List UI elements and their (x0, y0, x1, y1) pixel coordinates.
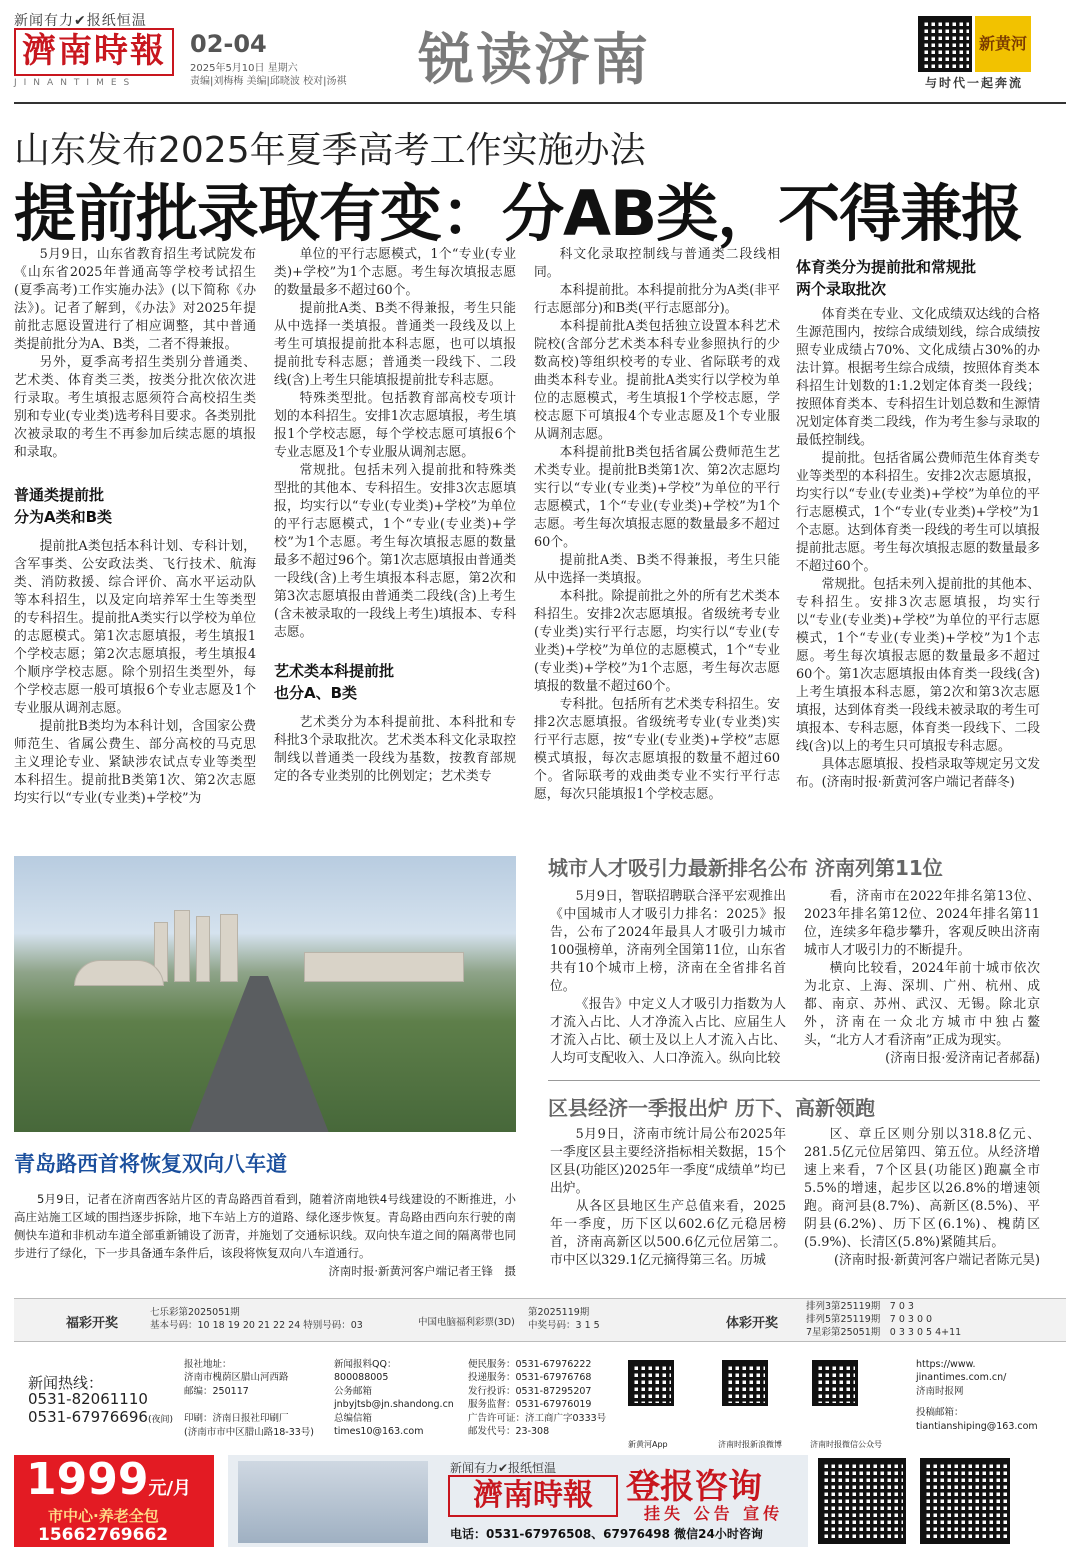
paragraph: 提前批A类、B类不得兼报，考生只能从中选择一类填报。 (534, 553, 780, 586)
paragraph: 特殊类型批。包括教育部高校专项计划的本科招生。安排1次志愿填报，考生填报1个学校志愿，每个学校志愿可填报6个专业志愿及1个专业服从调剂志愿。 (274, 391, 516, 460)
road (184, 976, 334, 1132)
building (220, 914, 238, 982)
ticai-title: 体彩开奖 (726, 1316, 779, 1331)
paragraph: 提前批B类均为本科计划，含国家公费师范生、省属公费生、部分高校的马克思主义理论专业、紧缺涉农试点专业等类型本科招生。提前批B类第1次、第2次志愿均实行以“专业(专业类)+学校”为 (14, 719, 256, 806)
article1-column-1 (14, 246, 256, 808)
paragraph: 常规批。包括未列入提前批的其他本、专科招生。安排3次志愿填报，均实行以“专业(专业类)+学校”为单位的平行志愿模式，1个“专业(专业类)+学校”为1个志愿。考生每次填报志愿的数量最多不超过60个。第1次志愿填报由体育类一段线(含)上考生填报本科志愿，第2次和第3次志愿填报，达到体育类一段线未被录取的考生可填报本、专科志愿，体育类一段线下、二段线(含)以上的考生只可填报专科志愿。 (796, 577, 1040, 754)
printer: 济南日报社印刷厂 (212, 1413, 289, 1425)
web-name: 济南时报网 (916, 1385, 964, 1397)
stadium (74, 960, 164, 986)
service-block (468, 1358, 618, 1438)
ad-price-value: 1999 (26, 1454, 149, 1505)
paragraph: 专科批。包括所有艺术类专科招生。安排2次志愿填报。省级统考专业(专业类)实行平行志愿，按“专业(专业类)+学校”志愿模式填报，每次志愿填报的数量不超过60个。省际联考的戏曲类专业不实行平行志愿，每次只能填报1个学校志愿。 (534, 697, 780, 802)
ad-title: 登报咨询 (626, 1467, 762, 1507)
ad-qr-code-icon (818, 1458, 906, 1544)
masthead-qr-code-icon (918, 16, 972, 72)
section-heading-art: 艺术类本科提前批 也分A、B类 (274, 662, 395, 702)
photo-caption: 青岛路西首将恢复双向八车道 (14, 1152, 287, 1176)
printer-address: (济南市市中区腊山路18-33号) (184, 1426, 315, 1438)
paragraph-group (550, 1126, 786, 1270)
contact-block (334, 1358, 464, 1438)
article1-column-3 (534, 246, 780, 804)
submission-label: 投稿邮箱： (916, 1407, 964, 1419)
paragraph-group (796, 306, 1040, 792)
fc3d-title: 中国电脑福利彩票(3D) (418, 1317, 515, 1328)
ad-phone: 15662769662 (38, 1525, 169, 1545)
qr-label-wechat: 济南时报微信公众号 (810, 1440, 882, 1449)
paragraph: 5月9日，济南市统计局公布2025年一季度区县主要经济指标相关数据，15个区县(功能区)2025年一季度“成绩单”均已出炉。 (550, 1127, 786, 1196)
weibo-qr-code-icon (722, 1360, 768, 1406)
address: 济南市槐荫区腊山河西路 (184, 1372, 289, 1384)
section-title: 锐读济南 (418, 28, 650, 93)
hotline-1: 0531-82061110 (28, 1390, 148, 1408)
section-heading-sports: 体育类分为提前批和常规批 两个录取批次 (796, 258, 977, 298)
paragraph: 提前批A类、B类不得兼报，考生只能从中选择一类填报。普通类一段线及以上考生可填报提前批本科志愿，也可以填报提前批专科志愿；普通类一段线下、二段线(含)上考生只能填报提前批专科志愿。 (274, 301, 516, 388)
ad-subtitle: 挂失 公告 宣传 (644, 1504, 784, 1523)
article2-column-2 (804, 888, 1040, 1068)
article-headline: 提前批录取有变：分AB类，不得兼报 (14, 177, 1023, 250)
brand-logo-icon: 新黄河 (975, 16, 1031, 72)
paragraph: 本科提前批。本科提前批分为A类(非平行志愿部分)和B类(平行志愿部分)。 (534, 283, 780, 316)
fucai-title: 福彩开奖 (66, 1316, 119, 1331)
paragraph-group (274, 246, 516, 642)
info-line: 服务监督：0531-67976019 (468, 1399, 592, 1411)
paragraph-group (534, 246, 780, 804)
ad-building-image (238, 1461, 428, 1543)
hotline-2 (28, 1408, 173, 1426)
building (196, 916, 210, 982)
paragraph: 区、章丘区则分别以318.8亿元、281.5亿元位居第四、第五位。从经济增速上来看，7个区县(功能区)跑赢全市5.5%的增速，起步区以26.8%的增速领跑。商河县(8.7%)、高新区(8.5%)、平阴县(6.2%)、历下区(6.1%)、槐荫区(5.9%)、长清区(5.8%)紧随其后。 (804, 1127, 1040, 1250)
info-line: 广告许可证：济工商广字0333号 (468, 1412, 607, 1424)
section-heading-general: 普通类提前批 分为A类和B类 (14, 486, 113, 526)
photo-story-paragraph: 5月9日，记者在济南西客站片区的青岛路西首看到，随着济南地铁4号线建设的不断推进，小高庄站施工区域的围挡逐步拆除，地下车站上方的道路、绿化逐步恢复。青岛路由西向东行驶的南侧快车道和非机动车道全部重新铺设了沥青，并施划了交通标识线。双向快车道之间的隔离带也同步进行了绿化，下一步具备通车条件后，该段将恢复双向八车道通行。 (14, 1192, 516, 1260)
printer-label: 印刷： (184, 1413, 213, 1425)
fc3d-numbers: 中奖号码：3 1 5 (528, 1320, 600, 1331)
ticai-block (806, 1300, 961, 1339)
article-subheading: 山东发布2025年夏季高考工作实施办法 (14, 130, 646, 171)
app-qr-code-icon (628, 1360, 674, 1406)
paragraph: 提前批。包括省属公费师范生体育类专业等类型的本科招生。安排2次志愿填报，均实行以“专业(专业类)+学校”为单位的平行志愿模式，1个“专业(专业类)+学校”为1个志愿。达到体育类一段线的考生可以填报提前批志愿。考生每次填报志愿的数量最多不超过60个。 (796, 451, 1040, 574)
qlc-issue: 七乐彩第2025051期 (150, 1307, 240, 1318)
fc3d-issue: 第2025119期 (528, 1307, 590, 1318)
ad-slogan: 新闻有力✔报纸恒温 (450, 1461, 557, 1475)
building (304, 952, 464, 982)
chief-email-label: 总编信箱 (334, 1412, 373, 1424)
article1-column-4 (796, 256, 1040, 792)
info-line: 发行投诉：0531-87295207 (468, 1385, 592, 1397)
paragraph: 另外，夏季高考招生类别分普通类、艺术类、体育类三类，按类分批次依次进行录取。考生填报志愿须符合高校招生类别和专业(专业类)选考科目要求。各类别批次被录取的考生不再参加后续志愿的填报和录取。 (14, 355, 256, 460)
qr-label-weibo: 济南时报新浪微博 (718, 1440, 782, 1449)
paragraph: 提前批A类包括本科计划、专科计划，含军事类、公安政法类、飞行技术、航海类、消防救援、综合评价、高水平运动队等本科招生，以及定向培养军士生等类型的专科招生。提前批A类实行以学校为单位的志愿模式。第1次志愿填报，考生填报1个学校志愿；第2次志愿填报，考生填报4个顺序学校志愿。除个别招生类型外，每个学校志愿一般可填报6个专业志愿及1个专业服从调剂志愿。 (14, 539, 256, 716)
pl5-result: 排列5第25119期 7 0 3 0 0 (806, 1314, 933, 1325)
qq-label: 新闻报料QQ： (334, 1359, 397, 1370)
ad-description: 市中心·养老全包 (48, 1507, 159, 1525)
masthead-slogan: 新闻有力✔报纸恒温 (14, 13, 147, 29)
paragraph: 本科批。除提前批之外的所有艺术类本科招生。安排2次志愿填报。省级统考专业(专业类)实行平行志愿，均实行以“专业(专业类)+学校”为单位的志愿模式，1个“专业(专业类)+学校”为1个志愿，考生每次志愿填报的数量不超过60个。 (534, 589, 780, 694)
web-prefix[interactable]: https://www. (916, 1359, 976, 1370)
paragraph-group (804, 888, 1040, 1050)
address-label: 报社地址： (184, 1359, 232, 1370)
paragraph: 艺术类分为本科提前批、本科批和专科批3个录取批次。艺术类本科文化录取控制线以普通类一段线为基数，按教育部规定的各专业类别的比例划定；艺术类专 (274, 715, 516, 784)
chief-email: times10@163.com (334, 1426, 424, 1438)
building (174, 910, 190, 982)
photo-story-text (14, 1190, 516, 1280)
article3-column-2 (804, 1126, 1040, 1270)
email: jnbyjtsb@jn.shandong.cn (334, 1399, 454, 1411)
brand-tagline: 与时代一起奔流 (925, 76, 1024, 90)
web-block (916, 1358, 1066, 1433)
header-rule (14, 102, 1066, 104)
paragraph-group (14, 246, 256, 462)
article3-column-1 (550, 1126, 786, 1270)
info-line: 便民服务：0531-67976222 (468, 1359, 592, 1370)
paragraph: 看，济南市在2022年排名第13位、2023年排名第12位、2024年排名第11位，连续多年稳步攀升，客观反映出济南城市人才吸引力的不断提升。 (804, 889, 1040, 958)
qlc-numbers: 基本号码：10 18 19 20 21 22 24 特别号码：03 (150, 1320, 363, 1331)
logo-english: JINANTIMES (14, 78, 137, 88)
hotline-2-number: 0531-67976696 (28, 1408, 148, 1426)
qlc-block (150, 1306, 363, 1332)
fc3d-block (528, 1306, 600, 1332)
article-divider (548, 1080, 1040, 1081)
ad-price-unit: 元/月 (148, 1478, 192, 1499)
qq: 800088005 (334, 1372, 389, 1384)
web-url[interactable]: jinantimes.com.cn/ (916, 1372, 1007, 1384)
paragraph: 《报告》中定义人才吸引力指数为人才流入占比、人才净流入占比、应届生人才流入占比、硕士及以上人才流入占比、人均可支配收入、人口净流入。纵向比较 (550, 997, 786, 1066)
paragraph: 具体志愿填报、投档录取等规定另文发布。(济南时报·新黄河客户端记者薛冬) (796, 757, 1040, 790)
news-photo (14, 856, 516, 1132)
ad-wechat-qr-code-icon (920, 1458, 1010, 1544)
page-number: 02-04 (190, 30, 267, 58)
paragraph: 5月9日，智联招聘联合泽平宏观推出《中国城市人才吸引力排名：2025》报告，公布了2024年最具人才吸引力城市100强榜单，济南列全国第11位，山东省共有10个城市上榜，济南在全省排名首位。 (550, 889, 786, 994)
photo-credit: 济南时报·新黄河客户端记者王锋 摄 (328, 1264, 516, 1278)
newspaper-logo: 濟南時報 (14, 28, 174, 76)
ad-contact: 电话：0531-67976508、67976498 微信24小时咨询 (450, 1527, 763, 1541)
qr-label-app: 新黄河App (628, 1440, 668, 1449)
submission-email: tiantianshiping@163.com (916, 1420, 1038, 1432)
paragraph: 常规批。包括未列入提前批和特殊类型批的其他本、专科招生。安排3次志愿填报，均实行以“专业(专业类)+学校”为单位的平行志愿模式，1个“专业(专业类)+学校”为1个志愿。考生每次填报志愿的数量最多不超过96个。第1次志愿填报由普通类一段线(含)上考生填报本科志愿，第2次和第3次志愿填报由普通类二段线(含)上考生(含未被录取的一段线上考生)填报本、专科志愿。 (274, 463, 516, 640)
paragraph: 单位的平行志愿模式，1个“专业(专业类)+学校”为1个志愿。考生每次填报志愿的数量最多不超过60个。 (274, 247, 516, 298)
postcode: 250117 (212, 1385, 249, 1397)
paragraph: 本科提前批B类包括省属公费师范生艺术类专业。提前批B类第1次、第2次志愿均实行以“专业(专业类)+学校”为单位的平行志愿模式，1个“专业(专业类)+学校”为1个志愿。考生每次填报志愿的数量最多不超过60个。 (534, 445, 780, 550)
hotline-2-note: (夜间) (147, 1415, 173, 1425)
paragraph: 5月9日，山东省教育招生考试院发布《山东省2025年普通高等学校考试招生(夏季高考)工作实施办法》(以下简称《办法》)。记者了解到，《办法》对2025年提前批志愿设置进行了相应调整，其中普通类提前批分为A、B类，二者不得兼报。 (14, 247, 256, 352)
paragraph: 科文化录取控制线与普通类二段线相同。 (534, 247, 780, 280)
issue-date: 2025年5月10日 星期六 (190, 63, 298, 74)
ad-logo: 濟南時報 (448, 1475, 618, 1517)
wechat-qr-code-icon (812, 1360, 858, 1406)
paragraph: 本科提前批A类包括独立设置本科艺术院校(含部分艺术类本科专业参照执行的少数高校)等组织校考的专业、省际联考的戏曲类本科专业。提前批A类实行以学校为单位的志愿模式，考生填报1个学校志愿，学校志愿下可填报4个专业志愿及1个专业服从调剂志愿。 (534, 319, 780, 442)
paragraph: 横向比较看，2024年前十城市依次为北京、上海、深圳、广州、杭州、成都、南京、苏州、武汉、无锡。除北京外，济南在一众北方城市中独占鳌头，“北方人才看济南”正成为现实。 (804, 961, 1040, 1048)
paragraph: 体育类在专业、文化成绩双达线的合格生源范围内，按综合成绩划线，综合成绩按照专业成绩占70%、文化成绩占30%的办法计算。根据考生综合成绩，按照体育类本科招生计划数的1:1.2划定体育类一段线；按照体育类本、专科招生计划总数和生源情况划定体育类二段线，作为考生参与录取的最低控制线。 (796, 307, 1040, 448)
article2-headline: 城市人才吸引力最新排名公布 济南列第11位 (548, 856, 943, 880)
paragraph-group (14, 538, 256, 808)
article1-column-2 (274, 246, 516, 786)
info-line: 投递服务：0531-67976768 (468, 1372, 592, 1384)
paragraph-group (804, 1126, 1040, 1252)
paragraph-group (550, 888, 786, 1068)
hotline-label: 新闻热线： (28, 1374, 104, 1392)
article3-credit: (济南时报·新黄河客户端记者陈元昊) (833, 1253, 1040, 1268)
ad-newspaper-notice (228, 1455, 808, 1547)
article3-headline: 区县经济一季报出炉 历下、高新领跑 (548, 1096, 875, 1120)
pl3-result: 排列3第25119期 7 0 3 (806, 1301, 914, 1312)
ad-elderly-care (14, 1455, 214, 1547)
address-block (184, 1358, 324, 1439)
page-info (190, 62, 346, 88)
editor-credits: 责编|刘梅梅 美编|邱晓波 校对|汤祺 (190, 76, 347, 87)
qxc-result: 7星彩第25051期 0 3 3 0 5 4+11 (806, 1327, 962, 1338)
article2-column-1 (550, 888, 786, 1068)
article2-credit: (济南日报·爱济南记者郝磊) (885, 1051, 1040, 1066)
paragraph: 从各区县地区生产总值来看，2025年一季度，历下区以602.6亿元稳居榜首，济南高新区以500.6亿元位居第二。市中区以329.1亿元摘得第三名。历城 (550, 1199, 786, 1268)
email-label: 公务邮箱 (334, 1385, 373, 1397)
info-line: 邮发代号：23-308 (468, 1426, 550, 1438)
postcode-label: 邮编： (184, 1385, 213, 1397)
paragraph-group (274, 714, 516, 786)
